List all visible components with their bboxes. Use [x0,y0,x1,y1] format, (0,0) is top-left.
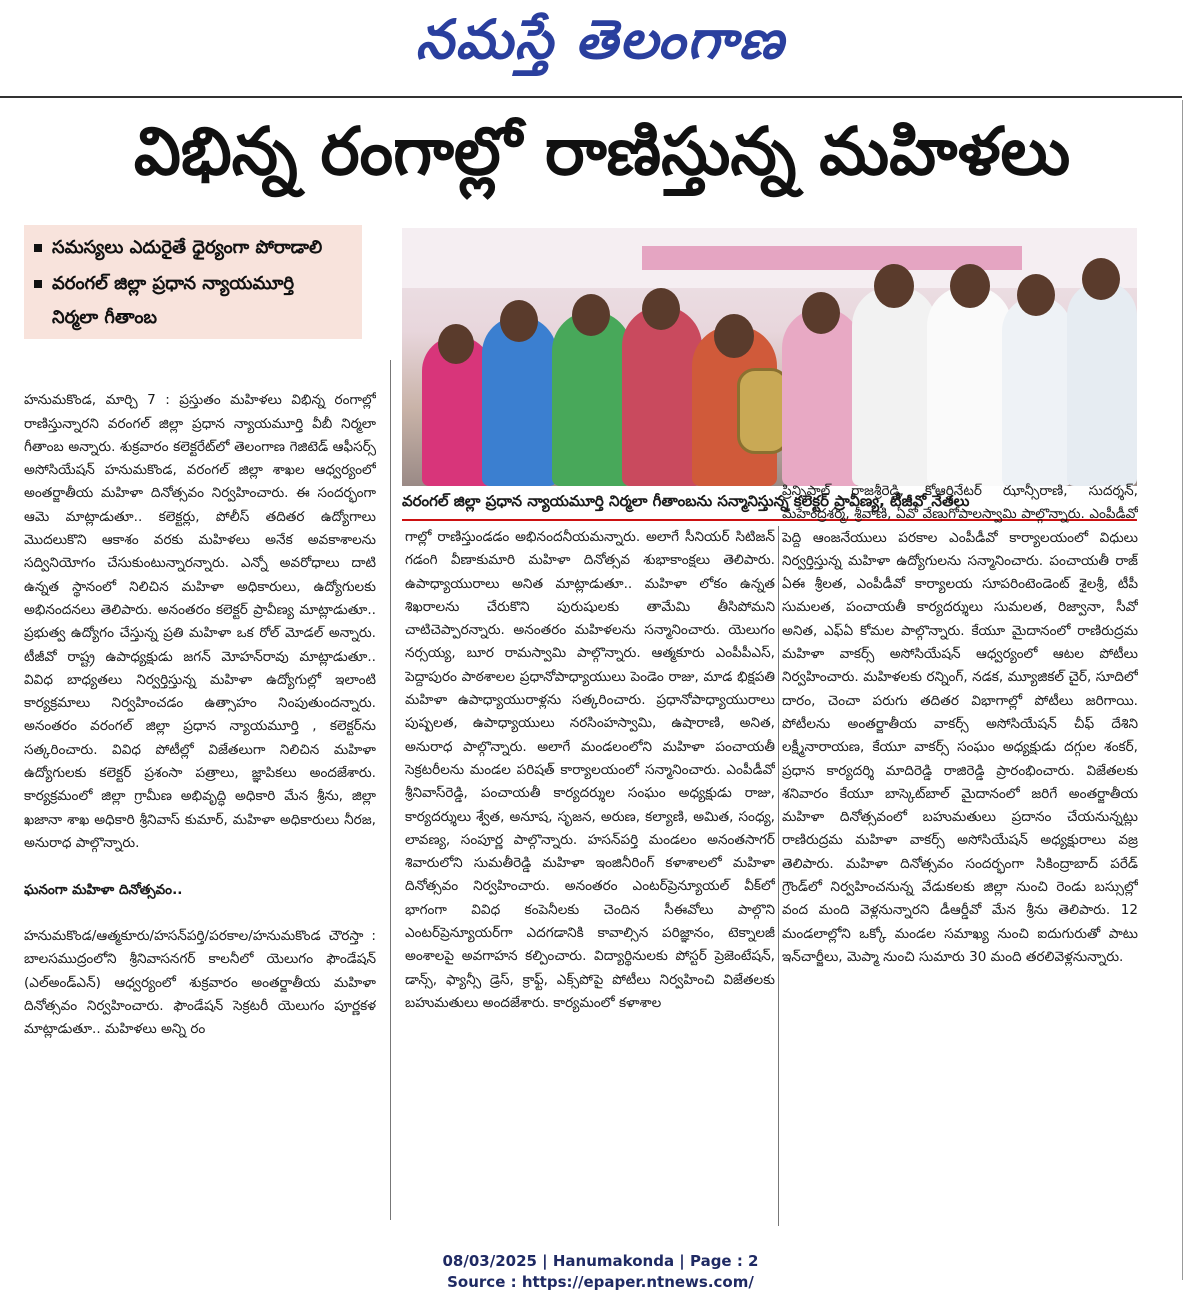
article-paragraph: హనుమకొండ, మార్చి 7 : ప్రస్తుతం మహిళలు విభిన్న రంగాల్లో రాణిస్తున్నారని వరంగల్ జిల్లా ప్రధాన న్యాయమూర్తి వీబీ నిర్మలా గీతాంబ అన్నారు. శుక్రవారం కలెక్టరేట్‌లో తెలంగాణ గెజిటెడ్ ఆఫీసర్స్ అసోసియేషన్ హనుమకొండ, వరంగల్ జిల్లా శాఖల ఆధ్వర్యంలో అంతర్జాతీయ మహిళా దినోత్సవం నిర్వహించారు. ఈ సందర్భంగా ఆమె మాట్లాడుతూ.. కలెక్టర్లు, పోలీస్ తదితర ఉద్యోగాలు మొదలుకొని ఆకాశం వరకు మహిళలు అనేక అవకాశాలను సద్వినియోగం చేసుకుంటున్నారన్నారు. ఎన్నో అవరోధాలు దాటి ఉన్నత స్థానంలో నిలిచిన మహిళా అధికారులు, ఉద్యోగులకు అభినందనలు తెలిపారు. అనంతరం కలెక్టర్ ప్రావీణ్య మాట్లాడుతూ.. ప్రభుత్వ ఉద్యోగం చేస్తున్న ప్రతి మహిళా ఒక రోల్ మోడల్ అన్నారు. టీజీవో రాష్ట్ర ఉపాధ్యక్షుడు జగన్ మోహన్‌రావు మాట్లాడుతూ.. వివిధ బాధ్యతలు నిర్వర్తిస్తున్న మహిళా ఉద్యోగుల్లో ఇలాంటి కార్యక్రమాలు నిర్వహించడం ఉత్సాహం నింపుతుందన్నారు. అనంతరం వరంగల్ జిల్లా ప్రధాన న్యాయమూర్తి , కలెక్టర్‌ను సత్కరించారు. వివిధ పోటీల్లో విజేతలుగా నిలిచిన మహిళా ఉద్యోగులకు కలెక్టర్ ప్రశంసా పత్రాలు, జ్ఞాపికలు అందజేశారు. కార్యక్రమంలో జిల్లా గ్రామీణ అభివృద్ధి అధికారి మేన శ్రీను, జిల్లా ఖజానా శాఖ అధికారి శ్రీనివాస్ కుమార్, మహిళా అధికారులు నీరజ, అనురాధ పాల్గొన్నారు. [24,392,376,851]
bullet-icon [34,244,42,252]
photo-head [572,294,610,336]
subhead-text: సమస్యలు ఎదురైతే ధైర్యంగా పోరాడాలి [52,237,323,258]
photo-person [1002,296,1072,486]
subhead-item [52,305,157,331]
photo-person [622,306,702,486]
subhead-item [34,271,294,297]
photo-person [1067,281,1137,486]
footer-date-page: 08/03/2025 | Hanumakonda | Page : 2 [442,1252,759,1270]
photo-head [714,314,754,358]
adjacent-article-strip [1182,100,1201,1280]
photo-person [552,311,632,486]
article-paragraph: హనుమకొండ/ఆత్మకూరు/హసన్‌పర్తి/పరకాల/హనుమకొండ చౌరస్తా : బాలసముద్రంలోని శ్రీనివాసనగర్ కాలనీలో యెలుగం ఫౌండేషన్ (ఎల్‌అండ్‌ఎన్) ఆధ్వర్యంలో శుక్రవారం అంతర్జాతీయ మహిళా దినోత్సవం నిర్వహించారు. ఫౌండేషన్ సెక్రటరీ యెలుగం పూర్ణకళ మాట్లాడుతూ.. మహిళలు అన్ని రం [24,928,376,1038]
photo-head [1017,274,1055,316]
subhead-text: నిర్మలా గీతాంబ [52,307,158,328]
article-headline: విభిన్న రంగాల్లో రాణిస్తున్న మహిళలు [133,113,1071,190]
masthead-rule [0,96,1182,98]
article-subtitle: ఘనంగా మహిళా దినోత్సవం.. [24,881,183,898]
masthead-title: నమస్తే తెలంగాణ [415,7,786,71]
column-divider [778,526,779,1226]
subhead-item [34,235,322,261]
newspaper-masthead [0,4,1201,74]
footer-source: Source : https://epaper.ntnews.com/ [447,1273,754,1291]
photo-person [782,308,862,486]
bullet-icon [34,280,42,288]
strip-border [1182,100,1183,1280]
photo-head [1082,258,1120,300]
column-divider [390,360,391,1220]
photo-head [500,300,538,342]
photo-head [438,324,474,364]
article-column-1 [24,366,376,1216]
photo-person [927,286,1012,486]
photo-head [642,288,680,330]
photo-head [802,292,840,334]
photo-person [852,286,937,486]
article-column-2: గాల్లో రాణిస్తుండడం అభినందనీయమన్నారు. అలాగే సీనియర్ సిటిజన్ గడంగి వీణాకుమారి మహిళా దినోత్సవ శుభాకాంక్షలు తెలిపారు. ఉపాధ్యాయురాలు అనిత మాట్లాడుతూ.. మహిళా లోకం ఉన్నత శిఖరాలను చేరుకొని పురుషులకు తామేమి తీసిపోమని చాటిచెప్పారన్నారు. అనంతరం మహిళలను సన్మానించారు. యెలుగం నర్సయ్య, బూర రామస్వామి పాల్గొన్నారు. ఆత్మకూరు ఎంపీపీఎస్, పెద్దాపురం పాఠశాలల ప్రధానోపాధ్యాయులు పెండెం రాజు, మాడ భిక్షపతి మహిళా ఉపాధ్యాయురాళ్లను సత్కరించారు. ప్రధానోపాధ్యాయురాలు పుష్పలత, ఉపాధ్యాయులు నరసింహస్వామి, ఉషారాణి, అనిత, అనురాధ పాల్గొన్నారు. అలాగే మండలంలోని మహిళా పంచాయతీ సెక్రటరీలను మండల పరిషత్ కార్యాలయంలో సన్మానించారు. ఎంపీడీవో శ్రీనివాస్‌రెడ్డి, పంచాయతీ కార్యదర్శుల సంఘం అధ్యక్షుడు రాజు, కార్యదర్శులు శ్వేత, అనూష, సృజన, అరుణ, కల్యాణి, అమిత, సంధ్య, లావణ్య, సంపూర్ణ పాల్గొన్నారు. హసన్‌పర్తి మండలం అనంతసాగర్ శివారులోని సుమతీరెడ్డి మహిళా ఇంజినీరింగ్ కళాశాలలో మహిళా దినోత్సవం నిర్వహించారు. అనంతరం ఎంటర్‌ప్రెన్యూయల్ వీక్‌లో భాగంగా వివిధ కంపెనీలకు చెందిన సీఈవోలు పాల్గొని ఎంటర్‌ప్రెన్యూయర్‌గా ఎదగడానికి కావాల్సిన పరిజ్ఞానం, టెక్నాలజీ అంశాలపై అవగాహన కల్పించారు. విద్యార్థినులకు పోస్టర్ ప్రెజెంటేషన్, డాన్స్, ఫ్యాన్సీ డ్రెస్, క్రాఫ్ట్, ఎక్స్‌పోపై పోటీలు నిర్వహించి విజేతలకు బహుమతులు అందజేశారు. కార్యమంలో కళాశాల [405,529,775,1011]
subhead-text: వరంగల్ జిల్లా ప్రధాన న్యాయమూర్తి [52,273,295,294]
photo-caption: వరంగల్ జిల్లా ప్రధాన న్యాయమూర్తి నిర్మలా గీతాంబను సన్మానిస్తున్న కలెక్టర్ ప్రావీణ్య, టీజీవో నేతలు [402,492,970,510]
article-column-3: ప్రిన్సిపాల్ రాజశ్రీరెడ్డి, కోఆర్డినేటర్ ఝాన్సీరాణి, సుదర్శన్, మహేంద్రశర్మ, శ్రీవాణి, ఏవో వేణుగోపాలస్వామి పాల్గొన్నారు. ఎంపీడీవో పెద్ది ఆంజనేయులు పరకాల ఎంపీడీవో కార్యాలయంలో విధులు నిర్వర్తిస్తున్న మహిళా ఉద్యోగులను సన్మానించారు. పంచాయతీ రాజ్ ఏఈ శ్రీలత, ఎంపీడీవో కార్యాలయ సూపరింటెండెంట్ శైలశ్రీ, టీపీ సుమలత, పంచాయతీ కార్యదర్శులు సుమలత, రిజ్వానా, సీవో అనిత, ఎఫ్ఏ కోమల పాల్గొన్నారు. కేయూ మైదానంలో రాణిరుద్రమ మహిళా వాకర్స్ అసోసియేషన్ ఆధ్వర్యంలో ఆటల పోటీలు నిర్వహించారు. మహిళలకు రన్నింగ్, నడక, మ్యూజికల్ చైర్, సూదిలో దారం, చెంచా పరుగు తదితర విభాగాల్లో పోటీలు జరిగాయి. పోటీలను అంతర్జాతీయ వాకర్స్ అసోసియేషన్ చీఫ్ దేశిని లక్ష్మీనారాయణ, కేయూ వాకర్స్ సంఘం అధ్యక్షుడు దగ్గుల శంకర్, ప్రధాన కార్యదర్శి మాదిరెడ్డి రాజిరెడ్డి ప్రారంభించారు. విజేతలకు శనివారం కేయూ బాస్కెట్‌బాల్ మైదానంలో జరిగే అంతర్జాతీయ మహిళా దినోత్సవంలో బహుమతులు ప్రదానం చేయనున్నట్లు రాణిరుద్రమ మహిళా వాకర్స్ అసోసియేషన్ అధ్యక్షురాలు వజ్ర తెలిపారు. మహిళా దినోత్సవం సందర్భంగా సికింద్రాబాద్ పరేడ్ గ్రౌండ్‌లో నిర్వహించనున్న వేడుకలకు జిల్లా నుంచి రెండు బస్సుల్లో వంద మంది వెళ్లనున్నారని డీఆర్డీవో మేన శ్రీను తెలిపారు. 12 మండలాల్లోని ఒక్కో మండల సమాఖ్య నుంచి ఐదుగురుతో పాటు ఇన్‌చార్జీలు, మెప్మా నుంచి సుమారు 30 మంది తరలివెళ్లనున్నారు. [782,483,1138,965]
photo-head [950,264,990,308]
event-photo [402,228,1137,486]
subhead-box [24,225,362,339]
photo-head [874,264,914,308]
